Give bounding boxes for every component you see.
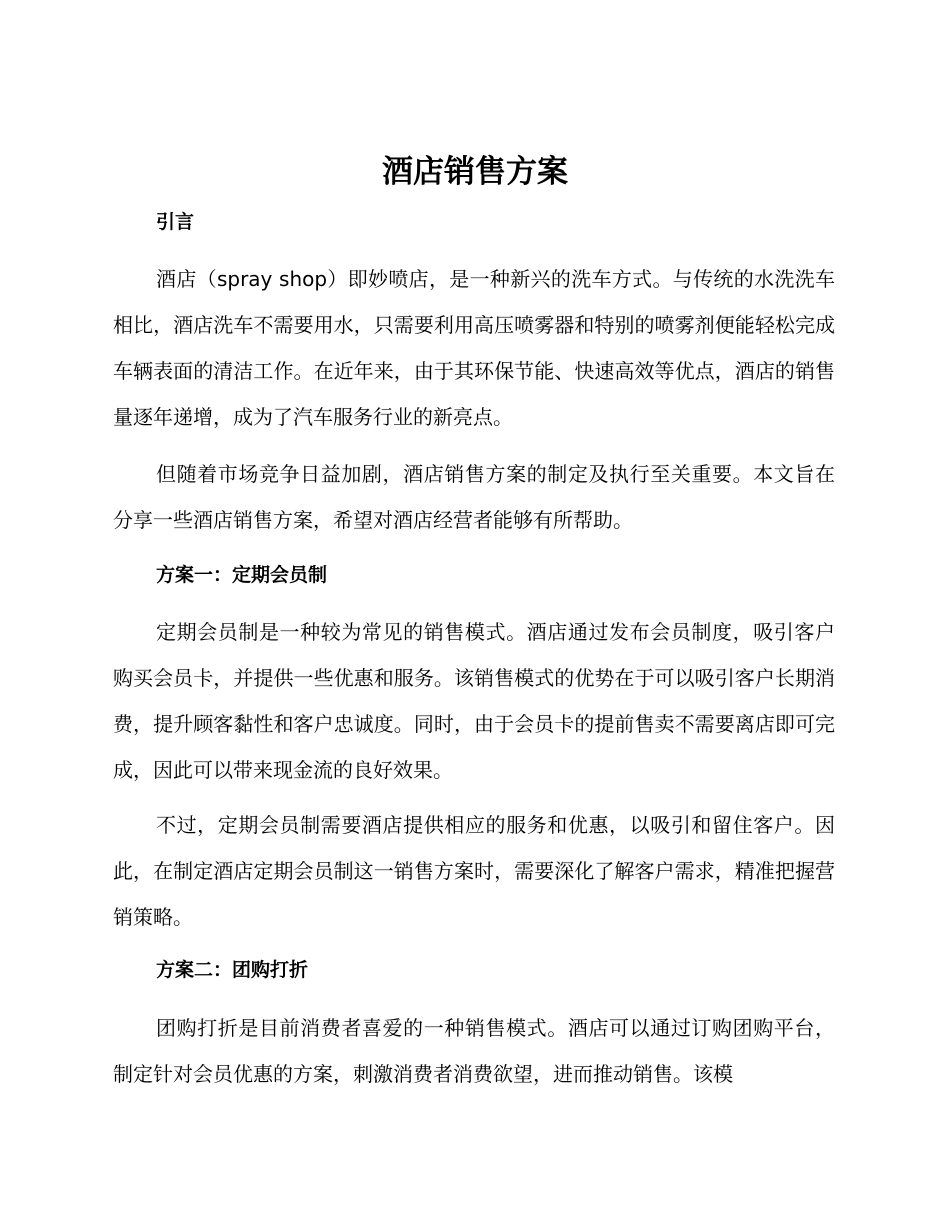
document-title: 酒店销售方案	[382, 154, 568, 190]
paragraph-intro-2: 但随着市场竞争日益加剧，酒店销售方案的制定及执行至关重要。本文旨在分享一些酒店销售方案，希望对酒店经营者能够有所帮助。	[113, 462, 835, 532]
section-heading-plan-2: 方案二：团购打折	[156, 959, 309, 981]
paragraph-plan-1-2: 不过，定期会员制需要酒店提供相应的服务和优惠，以吸引和留住客户。因此，在制定酒店定期会员制这一销售方案时，需要深化了解客户需求，精准把握营销策略。	[113, 813, 835, 929]
section-heading-plan-1: 方案一：定期会员制	[156, 564, 328, 586]
paragraph-plan-2-1: 团购打折是目前消费者喜爱的一种销售模式。酒店可以通过订购团购平台，制定针对会员优惠的方案，刺激消费者消费欲望，进而推动销售。该模	[113, 1016, 835, 1086]
section-heading-intro: 引言	[156, 211, 195, 233]
paragraph-intro-1: 酒店（spray shop）即妙喷店，是一种新兴的洗车方式。与传统的水洗洗车相比，酒店洗车不需要用水，只需要利用高压喷雾器和特别的喷雾剂便能轻松完成车辆表面的清洁工作。在近年来，由于其环保节能、快速高效等优点，酒店的销售量逐年递增，成为了汽车服务行业的新亮点。	[113, 267, 835, 429]
paragraph-plan-1-1: 定期会员制是一种较为常见的销售模式。酒店通过发布会员制度，吸引客户购买会员卡，并提供一些优惠和服务。该销售模式的优势在于可以吸引客户长期消费，提升顾客黏性和客户忠诚度。同时，由于会员卡的提前售卖不需要离店即可完成，因此可以带来现金流的良好效果。	[113, 620, 835, 782]
